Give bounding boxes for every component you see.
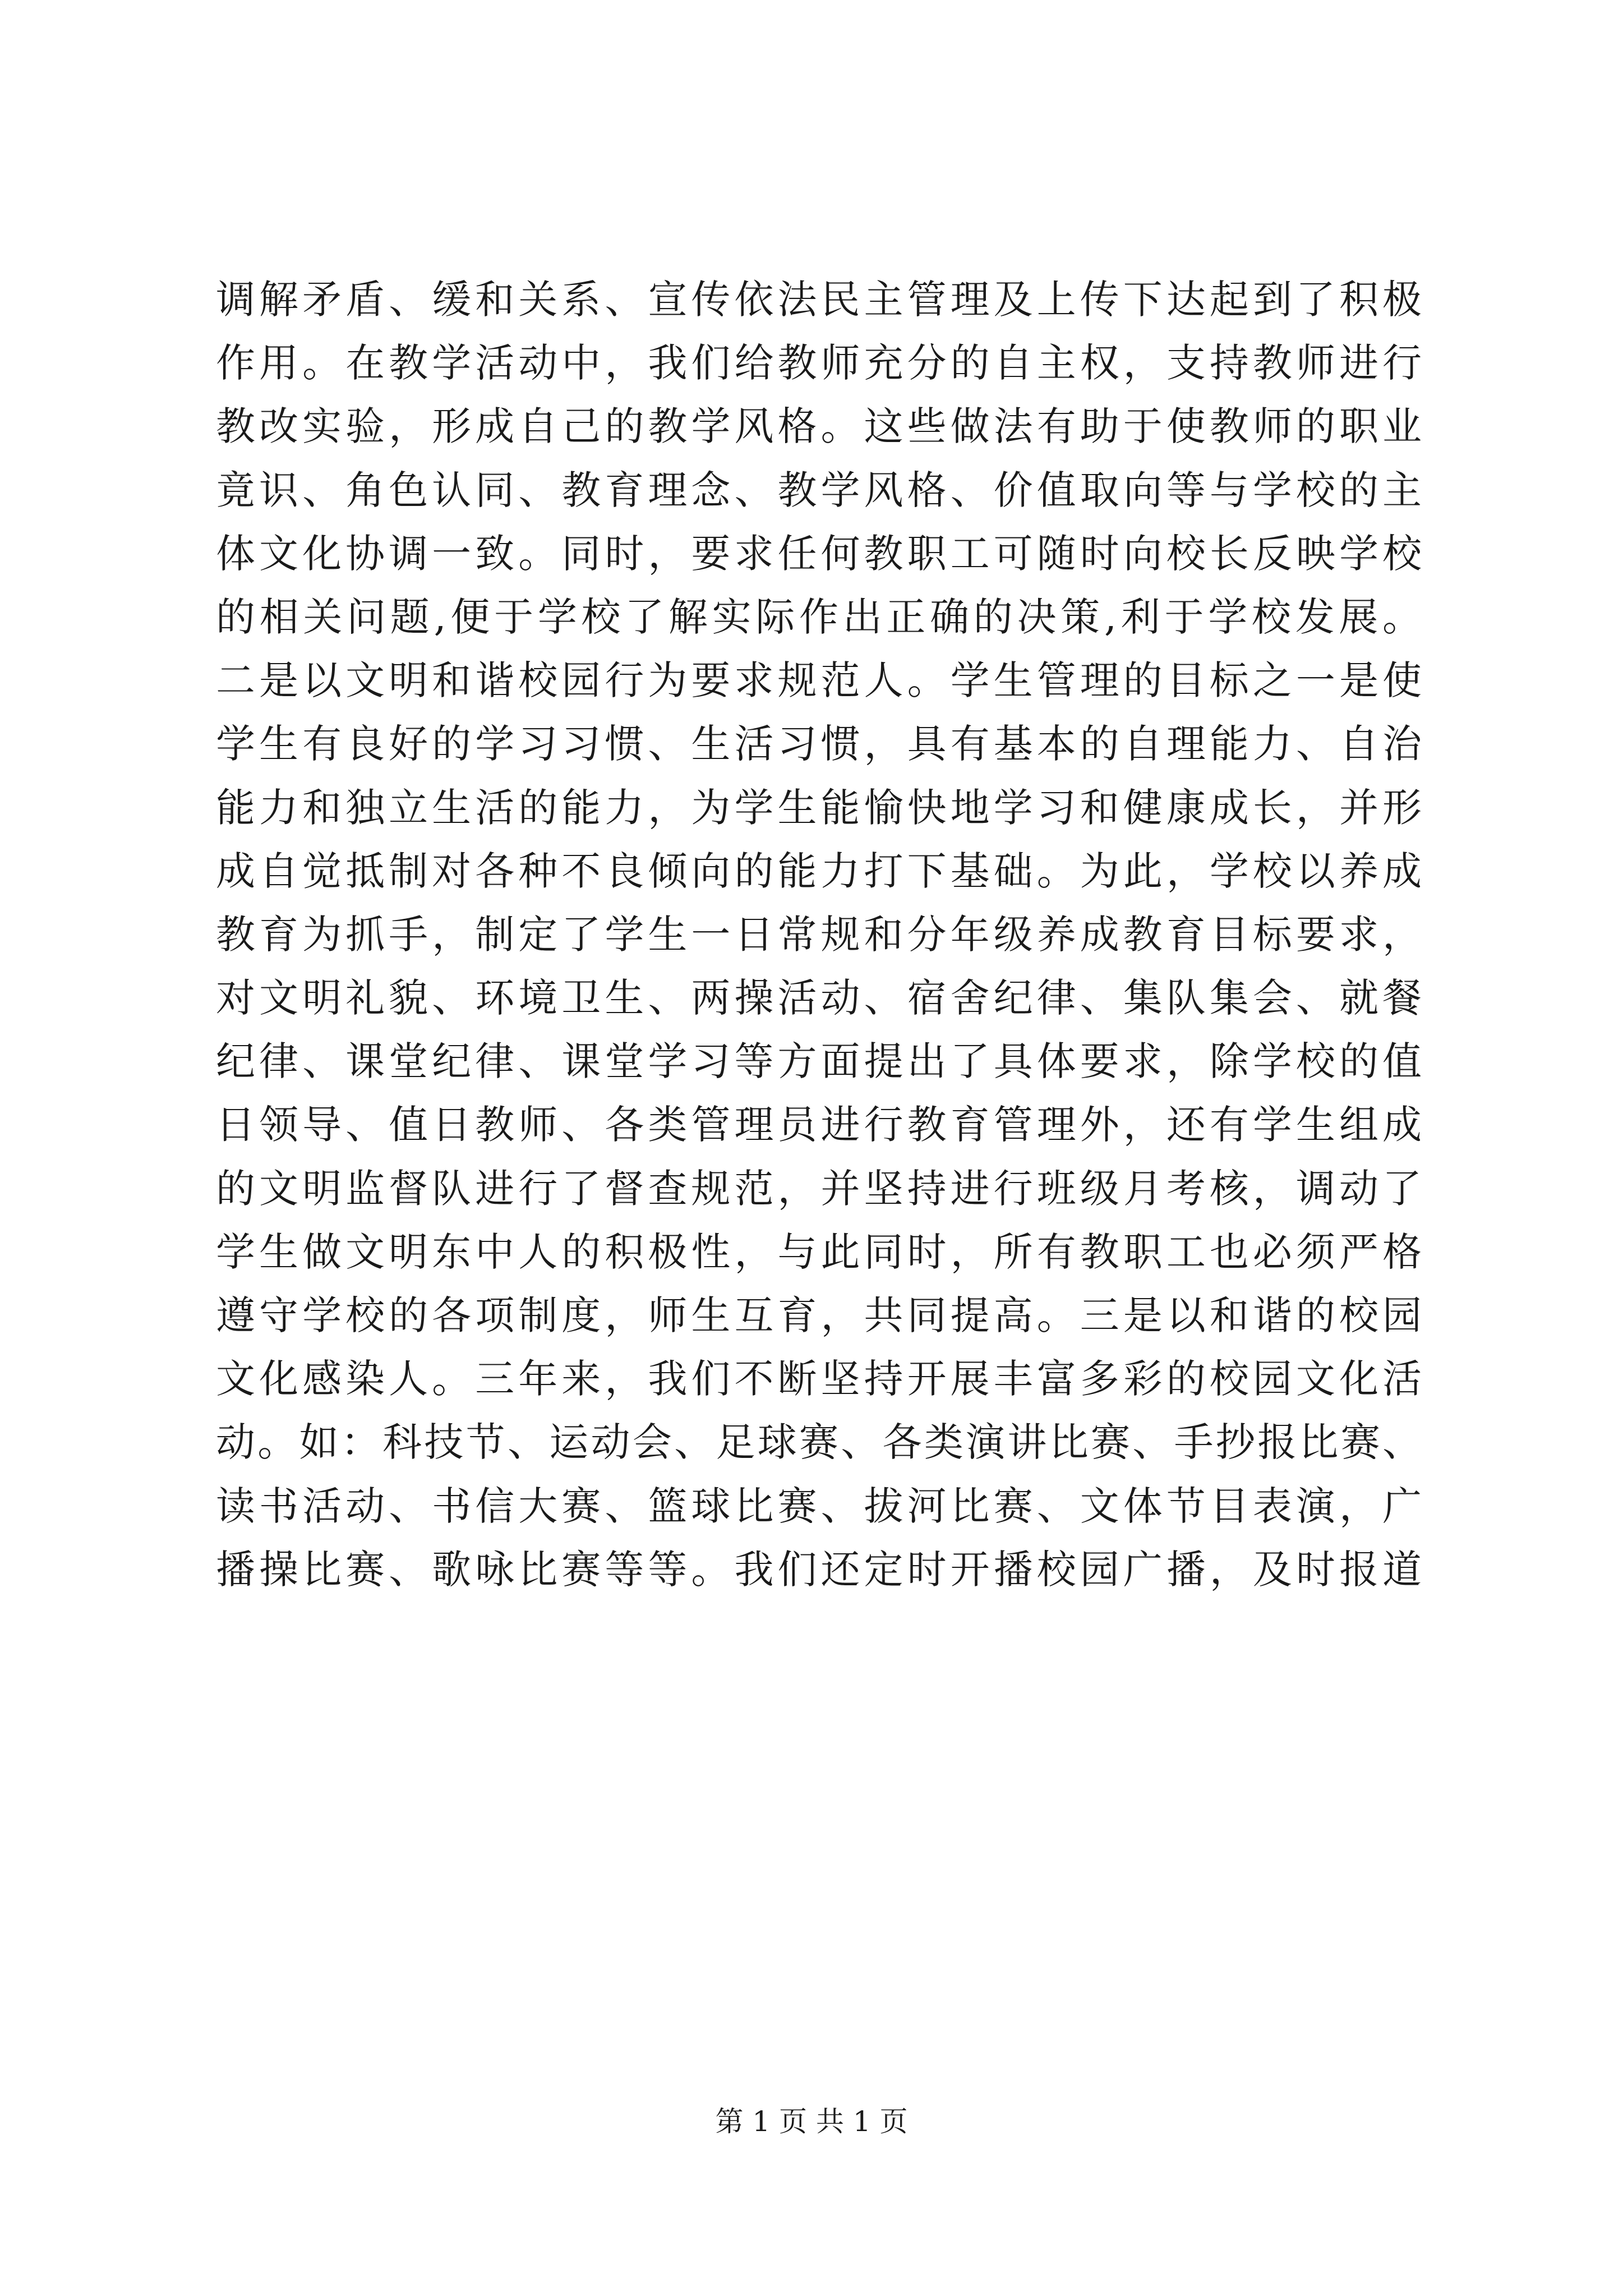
text-line: 读书活动、书信大赛、篮球比赛、拔河比赛、文体节目表演，广 bbox=[216, 1483, 1422, 1529]
text-line: 教改实验，形成自己的教学风格。这些做法有助于使教师的职业 bbox=[216, 403, 1422, 450]
text-line: 对文明礼貌、环境卫生、两操活动、宿舍纪律、集队集会、就餐 bbox=[216, 975, 1422, 1022]
page-footer: 第 1 页 共 1 页 bbox=[715, 2105, 908, 2138]
text-line: 动。如：科技节、运动会、足球赛、各类演讲比赛、手抄报比赛、 bbox=[216, 1419, 1422, 1466]
text-line: 的相关问题,便于学校了解实际作出正确的决策,利于学校发展。 bbox=[216, 593, 1422, 640]
text-line: 学生有良好的学习习惯、生活习惯，具有基本的自理能力、自治 bbox=[216, 721, 1422, 767]
text-line: 播操比赛、歌咏比赛等等。我们还定时开播校园广播，及时报道 bbox=[216, 1546, 1422, 1593]
text-line: 调解矛盾、缓和关系、宣传依法民主管理及上传下达起到了积极 bbox=[216, 277, 1422, 323]
text-line: 成自觉抵制对各种不良倾向的能力打下基础。为此，学校以养成 bbox=[216, 848, 1422, 894]
text-line: 作用。在教学活动中，我们给教师充分的自主权，支持教师进行 bbox=[216, 340, 1422, 386]
text-line: 二是以文明和谐校园行为要求规范人。学生管理的目标之一是使 bbox=[216, 657, 1422, 704]
text-line: 遵守学校的各项制度，师生互育，共同提高。三是以和谐的校园 bbox=[216, 1292, 1422, 1338]
text-line: 日领导、值日教师、各类管理员进行教育管理外，还有学生组成 bbox=[216, 1102, 1422, 1148]
text-line: 文化感染人。三年来，我们不断坚持开展丰富多彩的校园文化活 bbox=[216, 1356, 1422, 1402]
text-line: 能力和独立生活的能力，为学生能愉快地学习和健康成长，并形 bbox=[216, 784, 1422, 831]
text-line: 纪律、课堂纪律、课堂学习等方面提出了具体要求，除学校的值 bbox=[216, 1038, 1422, 1085]
text-line: 教育为抓手，制定了学生一日常规和分年级养成教育目标要求， bbox=[216, 911, 1422, 958]
text-line: 学生做文明东中人的积极性，与此同时，所有教职工也必须严格 bbox=[216, 1228, 1422, 1275]
text-line: 体文化协调一致。同时，要求任何教职工可随时向校长反映学校 bbox=[216, 530, 1422, 577]
text-line: 竟识、角色认同、教育理念、教学风格、价值取向等与学校的主 bbox=[216, 467, 1422, 513]
text-line: 的文明监督队进行了督查规范，并坚持进行班级月考核，调动了 bbox=[216, 1165, 1422, 1212]
body-paragraph bbox=[216, 268, 1422, 1602]
